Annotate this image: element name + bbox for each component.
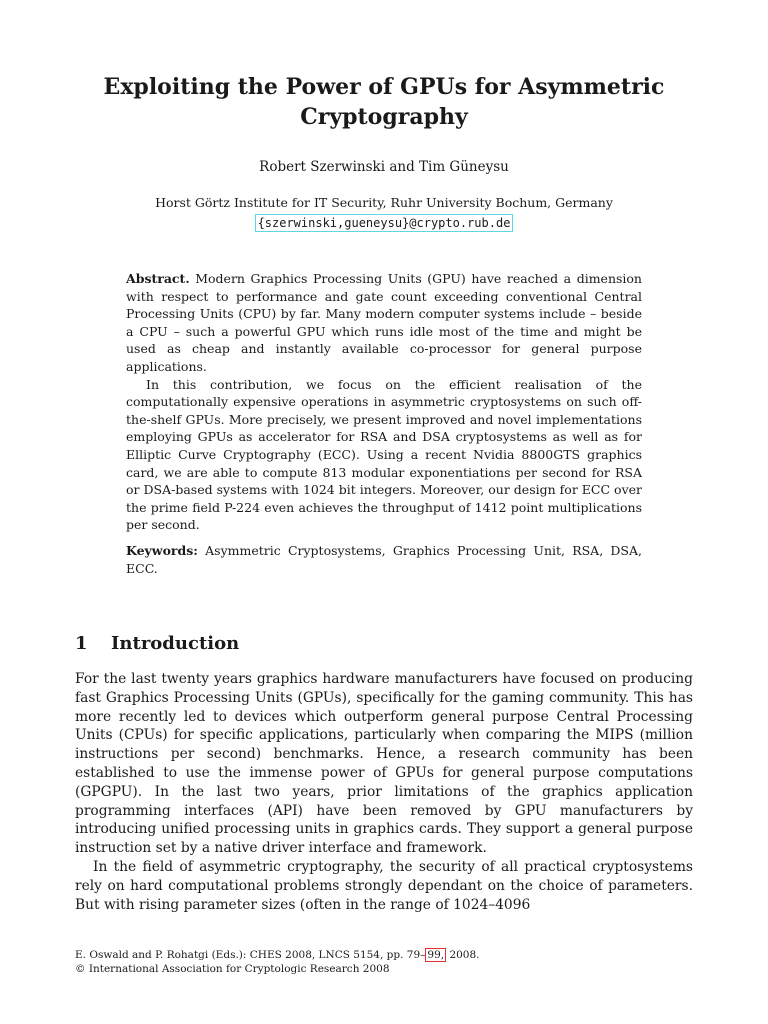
footer-citation-text: E. Oswald and P. Rohatgi (Eds.): CHES 2008, LNCS 5154, pp. 79– <box>75 949 426 961</box>
body-text <box>75 670 693 914</box>
footer-citation-year: 2008. <box>446 949 480 961</box>
footer-citation <box>75 948 693 962</box>
section-heading <box>75 632 239 656</box>
email-link[interactable]: {szerwinski,gueneysu}@crypto.rub.de <box>255 214 514 232</box>
section-title: Introduction <box>111 633 240 654</box>
page-range-link[interactable]: 99, <box>427 949 445 961</box>
paper-title <box>60 72 708 132</box>
abstract-paragraph-1 <box>126 270 642 376</box>
title-line-1: Exploiting the Power of GPUs for Asymmetric <box>103 74 665 100</box>
abstract-text-1: Modern Graphics Processing Units (GPU) have reached a dimension with respect to performance and gate count exceeding conventional Central Processing Units (CPU) by far. Many modern computer systems include – beside a CPU – such a powerful GPU which runs idle most of the time and might be used as cheap and instantly available co-processor for general purpose applications. <box>126 271 642 374</box>
affiliation: Horst Görtz Institute for IT Security, Ruhr University Bochum, Germany <box>155 195 613 210</box>
footer <box>75 948 693 976</box>
authors: Robert Szerwinski and Tim Güneysu <box>259 159 509 175</box>
keywords-label: Keywords: <box>126 543 198 558</box>
abstract-paragraph-2: In this contribution, we focus on the efficient realisation of the computationally expensive operations in asymmetric cryptosystems on such off-the-shelf GPUs. More precisely, we present improved and novel implementations employing GPUs as accelerator for RSA and DSA cryptosystems as well as for Elliptic Curve Cryptography (ECC). Using a recent Nvidia 8800GTS graphics card, we are able to compute 813 modular exponentiations per second for RSA or DSA-based systems with 1024 bit integers. Moreover, our design for ECC over the prime field P-224 even achieves the throughput of 1412 point multiplications per second. <box>126 376 642 533</box>
section-number: 1 <box>75 633 88 654</box>
body-paragraph-1: For the last twenty years graphics hardware manufacturers have focused on producing fast Graphics Processing Units (GPUs), specifically for the gaming community. This has more recently led to devices which outperform general purpose Central Processing Units (CPUs) for specific applications, particularly when comparing the MIPS (million instructions per second) benchmarks. Hence, a research community has been established to use the immense power of GPUs for general purpose computations (GPGPU). In the last two years, prior limitations of the graphics application programming interfaces (API) have been removed by GPU manufacturers by introducing unified processing units in graphics cards. They support a general purpose instruction set by a native driver interface and framework. <box>75 671 693 857</box>
abstract <box>126 270 642 534</box>
keywords <box>126 542 642 577</box>
keywords-text: Asymmetric Cryptosystems, Graphics Processing Unit, RSA, DSA, ECC. <box>126 543 642 576</box>
email-row <box>60 212 708 232</box>
title-line-2: Cryptography <box>300 104 468 130</box>
body-paragraph-2: In the field of asymmetric cryptography, the security of all practical cryptosystems rely on hard computational problems strongly dependant on the choice of parameters. But with rising parameter sizes (often in the range of 1024–4096 <box>75 858 693 913</box>
abstract-label: Abstract. <box>126 271 190 286</box>
footer-copyright: © International Association for Cryptologic Research 2008 <box>75 963 390 975</box>
